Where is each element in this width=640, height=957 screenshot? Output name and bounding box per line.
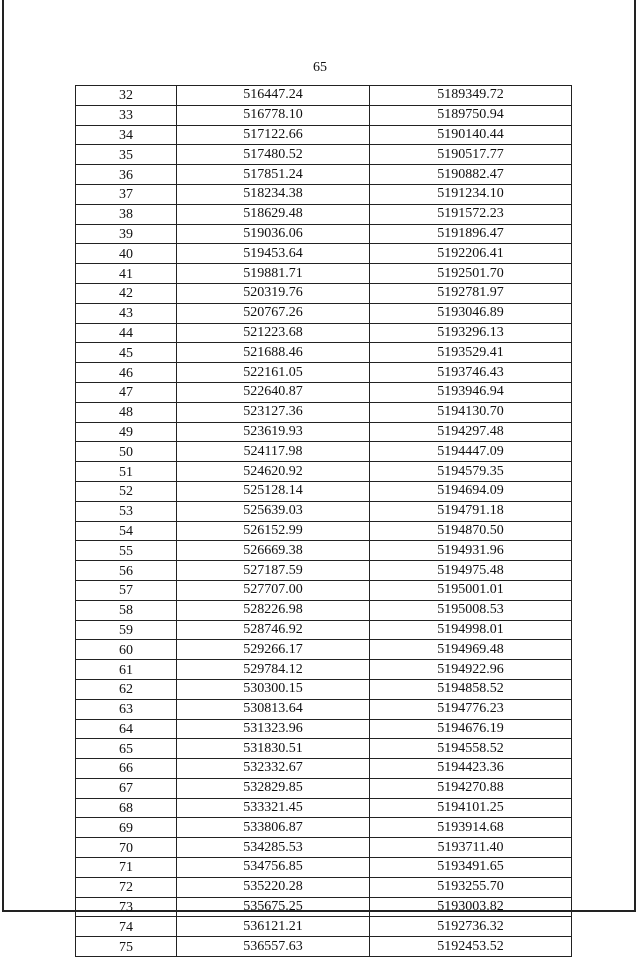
x-coordinate-cell: 527707.00 — [177, 580, 370, 600]
table-row — [76, 323, 572, 343]
point-number-cell: 58 — [76, 600, 177, 620]
point-number-cell: 50 — [76, 442, 177, 462]
point-number-cell: 72 — [76, 877, 177, 897]
y-coordinate-cell: 5189349.72 — [370, 86, 572, 106]
x-coordinate-cell: 522640.87 — [177, 382, 370, 402]
x-coordinate-cell: 528746.92 — [177, 620, 370, 640]
table-row — [76, 541, 572, 561]
x-coordinate-cell: 519036.06 — [177, 224, 370, 244]
table-row — [76, 858, 572, 878]
x-coordinate-cell: 534756.85 — [177, 858, 370, 878]
y-coordinate-cell: 5193046.89 — [370, 303, 572, 323]
point-number-cell: 54 — [76, 521, 177, 541]
point-number-cell: 48 — [76, 402, 177, 422]
y-coordinate-cell: 5194579.35 — [370, 462, 572, 482]
table-row — [76, 679, 572, 699]
y-coordinate-cell: 5190140.44 — [370, 125, 572, 145]
y-coordinate-cell: 5194297.48 — [370, 422, 572, 442]
table-row — [76, 778, 572, 798]
y-coordinate-cell: 5189750.94 — [370, 105, 572, 125]
x-coordinate-cell: 534285.53 — [177, 838, 370, 858]
x-coordinate-cell: 519881.71 — [177, 264, 370, 284]
x-coordinate-cell: 530300.15 — [177, 679, 370, 699]
point-number-cell: 70 — [76, 838, 177, 858]
y-coordinate-cell: 5195008.53 — [370, 600, 572, 620]
point-number-cell: 51 — [76, 462, 177, 482]
x-coordinate-cell: 529266.17 — [177, 640, 370, 660]
x-coordinate-cell: 524117.98 — [177, 442, 370, 462]
x-coordinate-cell: 518234.38 — [177, 184, 370, 204]
table-row — [76, 244, 572, 264]
table-row — [76, 561, 572, 581]
point-number-cell: 44 — [76, 323, 177, 343]
point-number-cell: 34 — [76, 125, 177, 145]
page-number: 65 — [313, 60, 327, 75]
y-coordinate-cell: 5193746.43 — [370, 363, 572, 383]
table-row — [76, 402, 572, 422]
x-coordinate-cell: 517122.66 — [177, 125, 370, 145]
y-coordinate-cell: 5193711.40 — [370, 838, 572, 858]
table-row — [76, 382, 572, 402]
table-row — [76, 580, 572, 600]
x-coordinate-cell: 532829.85 — [177, 778, 370, 798]
x-coordinate-cell: 517851.24 — [177, 165, 370, 185]
point-number-cell: 62 — [76, 679, 177, 699]
point-number-cell: 61 — [76, 660, 177, 680]
table-row — [76, 897, 572, 917]
x-coordinate-cell: 535220.28 — [177, 877, 370, 897]
table-row — [76, 422, 572, 442]
table-row — [76, 818, 572, 838]
y-coordinate-cell: 5193003.82 — [370, 897, 572, 917]
y-coordinate-cell: 5191896.47 — [370, 224, 572, 244]
table-row — [76, 145, 572, 165]
table-row — [76, 838, 572, 858]
x-coordinate-cell: 519453.64 — [177, 244, 370, 264]
x-coordinate-cell: 520319.76 — [177, 283, 370, 303]
table-row — [76, 86, 572, 106]
point-number-cell: 73 — [76, 897, 177, 917]
table-row — [76, 937, 572, 957]
point-number-cell: 71 — [76, 858, 177, 878]
point-number-cell: 32 — [76, 86, 177, 106]
table-row — [76, 501, 572, 521]
x-coordinate-cell: 533321.45 — [177, 798, 370, 818]
y-coordinate-cell: 5195001.01 — [370, 580, 572, 600]
table-row — [76, 521, 572, 541]
y-coordinate-cell: 5194870.50 — [370, 521, 572, 541]
point-number-cell: 41 — [76, 264, 177, 284]
table-row — [76, 640, 572, 660]
y-coordinate-cell: 5194270.88 — [370, 778, 572, 798]
point-number-cell: 55 — [76, 541, 177, 561]
table-row — [76, 759, 572, 779]
point-number-cell: 60 — [76, 640, 177, 660]
table-row — [76, 363, 572, 383]
table-row — [76, 600, 572, 620]
point-number-cell: 64 — [76, 719, 177, 739]
point-number-cell: 35 — [76, 145, 177, 165]
x-coordinate-cell: 533806.87 — [177, 818, 370, 838]
x-coordinate-cell: 524620.92 — [177, 462, 370, 482]
y-coordinate-cell: 5193946.94 — [370, 382, 572, 402]
table-row — [76, 184, 572, 204]
table-row — [76, 165, 572, 185]
y-coordinate-cell: 5194998.01 — [370, 620, 572, 640]
y-coordinate-cell: 5194558.52 — [370, 739, 572, 759]
y-coordinate-cell: 5194101.25 — [370, 798, 572, 818]
table-row — [76, 204, 572, 224]
x-coordinate-cell: 532332.67 — [177, 759, 370, 779]
y-coordinate-cell: 5192206.41 — [370, 244, 572, 264]
table-row — [76, 125, 572, 145]
y-coordinate-cell: 5193296.13 — [370, 323, 572, 343]
y-coordinate-cell: 5194423.36 — [370, 759, 572, 779]
y-coordinate-cell: 5194676.19 — [370, 719, 572, 739]
point-number-cell: 39 — [76, 224, 177, 244]
y-coordinate-cell: 5194776.23 — [370, 699, 572, 719]
point-number-cell: 66 — [76, 759, 177, 779]
x-coordinate-cell: 516447.24 — [177, 86, 370, 106]
x-coordinate-cell: 525639.03 — [177, 501, 370, 521]
x-coordinate-cell: 535675.25 — [177, 897, 370, 917]
x-coordinate-cell: 536557.63 — [177, 937, 370, 957]
y-coordinate-cell: 5194969.48 — [370, 640, 572, 660]
y-coordinate-cell: 5190517.77 — [370, 145, 572, 165]
point-number-cell: 53 — [76, 501, 177, 521]
point-number-cell: 46 — [76, 363, 177, 383]
point-number-cell: 45 — [76, 343, 177, 363]
table-row — [76, 303, 572, 323]
x-coordinate-cell: 530813.64 — [177, 699, 370, 719]
y-coordinate-cell: 5193914.68 — [370, 818, 572, 838]
y-coordinate-cell: 5194130.70 — [370, 402, 572, 422]
table-row — [76, 917, 572, 937]
table-body — [76, 86, 572, 957]
y-coordinate-cell: 5194922.96 — [370, 660, 572, 680]
point-number-cell: 37 — [76, 184, 177, 204]
table-row — [76, 877, 572, 897]
y-coordinate-cell: 5194931.96 — [370, 541, 572, 561]
x-coordinate-cell: 520767.26 — [177, 303, 370, 323]
x-coordinate-cell: 528226.98 — [177, 600, 370, 620]
x-coordinate-cell: 526152.99 — [177, 521, 370, 541]
table-row — [76, 481, 572, 501]
point-number-cell: 52 — [76, 481, 177, 501]
point-number-cell: 36 — [76, 165, 177, 185]
table-row — [76, 660, 572, 680]
x-coordinate-cell: 523619.93 — [177, 422, 370, 442]
table-row — [76, 739, 572, 759]
table-row — [76, 264, 572, 284]
table-row — [76, 719, 572, 739]
point-number-cell: 69 — [76, 818, 177, 838]
y-coordinate-cell: 5192736.32 — [370, 917, 572, 937]
y-coordinate-cell: 5192781.97 — [370, 283, 572, 303]
x-coordinate-cell: 536121.21 — [177, 917, 370, 937]
x-coordinate-cell: 522161.05 — [177, 363, 370, 383]
point-number-cell: 56 — [76, 561, 177, 581]
y-coordinate-cell: 5193529.41 — [370, 343, 572, 363]
table-row — [76, 442, 572, 462]
point-number-cell: 75 — [76, 937, 177, 957]
point-number-cell: 67 — [76, 778, 177, 798]
x-coordinate-cell: 517480.52 — [177, 145, 370, 165]
table-row — [76, 699, 572, 719]
table-row — [76, 462, 572, 482]
x-coordinate-cell: 521223.68 — [177, 323, 370, 343]
x-coordinate-cell: 531323.96 — [177, 719, 370, 739]
y-coordinate-cell: 5193491.65 — [370, 858, 572, 878]
point-number-cell: 47 — [76, 382, 177, 402]
coordinates-table — [75, 85, 572, 957]
point-number-cell: 42 — [76, 283, 177, 303]
x-coordinate-cell: 516778.10 — [177, 105, 370, 125]
y-coordinate-cell: 5192453.52 — [370, 937, 572, 957]
y-coordinate-cell: 5191572.23 — [370, 204, 572, 224]
y-coordinate-cell: 5194858.52 — [370, 679, 572, 699]
table-row — [76, 283, 572, 303]
y-coordinate-cell: 5190882.47 — [370, 165, 572, 185]
point-number-cell: 57 — [76, 580, 177, 600]
point-number-cell: 43 — [76, 303, 177, 323]
y-coordinate-cell: 5194694.09 — [370, 481, 572, 501]
point-number-cell: 40 — [76, 244, 177, 264]
y-coordinate-cell: 5194791.18 — [370, 501, 572, 521]
x-coordinate-cell: 529784.12 — [177, 660, 370, 680]
y-coordinate-cell: 5194447.09 — [370, 442, 572, 462]
x-coordinate-cell: 518629.48 — [177, 204, 370, 224]
table-row — [76, 343, 572, 363]
x-coordinate-cell: 521688.46 — [177, 343, 370, 363]
y-coordinate-cell: 5194975.48 — [370, 561, 572, 581]
x-coordinate-cell: 527187.59 — [177, 561, 370, 581]
y-coordinate-cell: 5192501.70 — [370, 264, 572, 284]
point-number-cell: 63 — [76, 699, 177, 719]
y-coordinate-cell: 5193255.70 — [370, 877, 572, 897]
table-row — [76, 224, 572, 244]
table-row — [76, 798, 572, 818]
x-coordinate-cell: 523127.36 — [177, 402, 370, 422]
x-coordinate-cell: 525128.14 — [177, 481, 370, 501]
point-number-cell: 38 — [76, 204, 177, 224]
point-number-cell: 33 — [76, 105, 177, 125]
y-coordinate-cell: 5191234.10 — [370, 184, 572, 204]
x-coordinate-cell: 526669.38 — [177, 541, 370, 561]
point-number-cell: 59 — [76, 620, 177, 640]
point-number-cell: 49 — [76, 422, 177, 442]
table-row — [76, 620, 572, 640]
x-coordinate-cell: 531830.51 — [177, 739, 370, 759]
point-number-cell: 68 — [76, 798, 177, 818]
point-number-cell: 74 — [76, 917, 177, 937]
point-number-cell: 65 — [76, 739, 177, 759]
table-row — [76, 105, 572, 125]
